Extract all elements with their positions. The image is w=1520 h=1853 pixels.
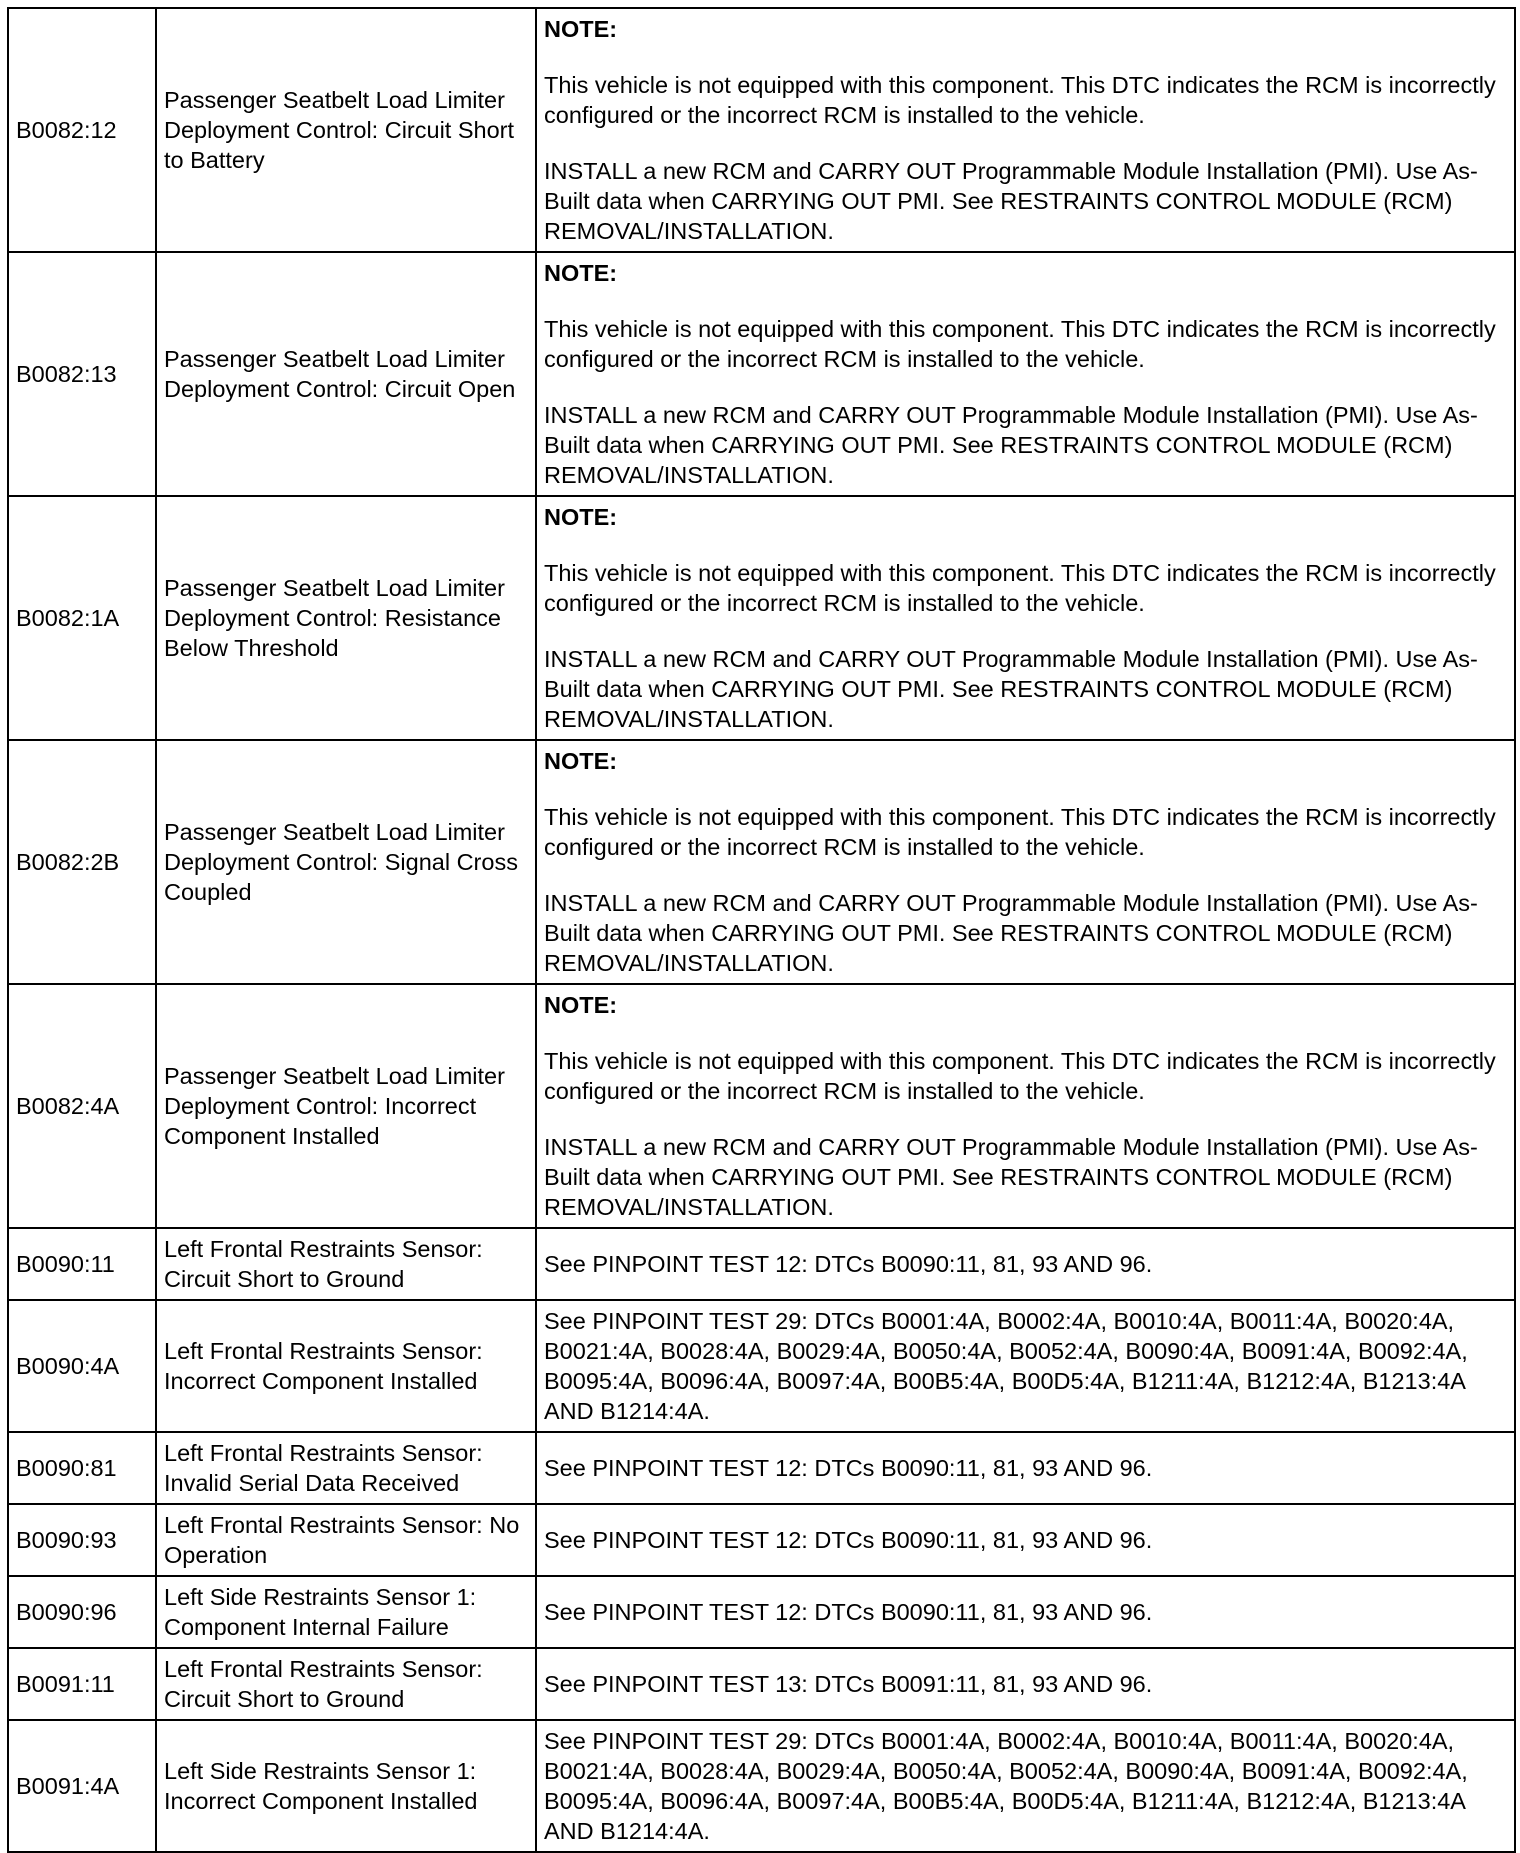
action-text: INSTALL a new RCM and CARRY OUT Programmable Module Installation (PMI). Use As-Built data when CARRYING OUT PMI. See RESTRAINTS CONTROL MODULE (RCM) REMOVAL/INSTALLATION. — [544, 890, 1478, 976]
dtc-description: Left Frontal Restraints Sensor: No Operation — [156, 1504, 536, 1576]
dtc-action — [536, 1648, 1515, 1720]
action-text: INSTALL a new RCM and CARRY OUT Programmable Module Installation (PMI). Use As-Built data when CARRYING OUT PMI. See RESTRAINTS CONTROL MODULE (RCM) REMOVAL/INSTALLATION. — [544, 1134, 1478, 1220]
note-text: This vehicle is not equipped with this component. This DTC indicates the RCM is incorrectly configured or the incorrect RCM is installed to the vehicle. — [544, 72, 1496, 128]
dtc-description: Left Side Restraints Sensor 1: Incorrect Component Installed — [156, 1720, 536, 1852]
note-text: This vehicle is not equipped with this component. This DTC indicates the RCM is incorrectly configured or the incorrect RCM is installed to the vehicle. — [544, 560, 1496, 616]
dtc-action — [536, 8, 1515, 252]
action-text: See PINPOINT TEST 29: DTCs B0001:4A, B0002:4A, B0010:4A, B0011:4A, B0020:4A, B0021:4A, B0028:4A, B0029:4A, B0050:4A, B0052:4A, B0090:4A, B0091:4A, B0092:4A, B0095:4A, B0096:4A, B0097:4A, B00B5:4A, B00D5:4A, B1211:4A, B1212:4A, B1213:4A AND B1214:4A. — [544, 1308, 1468, 1424]
dtc-action — [536, 252, 1515, 496]
dtc-action — [536, 984, 1515, 1228]
dtc-description: Left Frontal Restraints Sensor: Circuit Short to Ground — [156, 1228, 536, 1300]
note-label: NOTE: — [544, 748, 618, 774]
table-row — [8, 1228, 1515, 1300]
dtc-code: B0091:4A — [8, 1720, 156, 1852]
table-row — [8, 1648, 1515, 1720]
dtc-description: Left Frontal Restraints Sensor: Incorrect Component Installed — [156, 1300, 536, 1432]
table-row — [8, 252, 1515, 496]
note-text: This vehicle is not equipped with this component. This DTC indicates the RCM is incorrectly configured or the incorrect RCM is installed to the vehicle. — [544, 316, 1496, 372]
table-row — [8, 1576, 1515, 1648]
dtc-code: B0082:13 — [8, 252, 156, 496]
dtc-description: Passenger Seatbelt Load Limiter Deployment Control: Circuit Open — [156, 252, 536, 496]
dtc-action — [536, 1432, 1515, 1504]
action-text: See PINPOINT TEST 29: DTCs B0001:4A, B0002:4A, B0010:4A, B0011:4A, B0020:4A, B0021:4A, B0028:4A, B0029:4A, B0050:4A, B0052:4A, B0090:4A, B0091:4A, B0092:4A, B0095:4A, B0096:4A, B0097:4A, B00B5:4A, B00D5:4A, B1211:4A, B1212:4A, B1213:4A AND B1214:4A. — [544, 1728, 1468, 1844]
action-text: INSTALL a new RCM and CARRY OUT Programmable Module Installation (PMI). Use As-Built data when CARRYING OUT PMI. See RESTRAINTS CONTROL MODULE (RCM) REMOVAL/INSTALLATION. — [544, 158, 1478, 244]
dtc-action — [536, 1504, 1515, 1576]
action-text: See PINPOINT TEST 12: DTCs B0090:11, 81, 93 AND 96. — [544, 1527, 1153, 1553]
dtc-action — [536, 740, 1515, 984]
dtc-description: Passenger Seatbelt Load Limiter Deployment Control: Signal Cross Coupled — [156, 740, 536, 984]
dtc-code: B0082:4A — [8, 984, 156, 1228]
table-row — [8, 1720, 1515, 1852]
dtc-action — [536, 1300, 1515, 1432]
dtc-description: Left Frontal Restraints Sensor: Circuit Short to Ground — [156, 1648, 536, 1720]
note-text: This vehicle is not equipped with this component. This DTC indicates the RCM is incorrectly configured or the incorrect RCM is installed to the vehicle. — [544, 1048, 1496, 1104]
note-label: NOTE: — [544, 260, 618, 286]
table-row — [8, 1300, 1515, 1432]
dtc-action — [536, 1228, 1515, 1300]
dtc-action — [536, 1576, 1515, 1648]
dtc-description: Passenger Seatbelt Load Limiter Deployment Control: Circuit Short to Battery — [156, 8, 536, 252]
dtc-code: B0090:81 — [8, 1432, 156, 1504]
table-row — [8, 984, 1515, 1228]
table-row — [8, 8, 1515, 252]
table-row — [8, 1432, 1515, 1504]
action-text: See PINPOINT TEST 12: DTCs B0090:11, 81, 93 AND 96. — [544, 1599, 1153, 1625]
note-text: This vehicle is not equipped with this component. This DTC indicates the RCM is incorrectly configured or the incorrect RCM is installed to the vehicle. — [544, 804, 1496, 860]
dtc-description: Left Frontal Restraints Sensor: Invalid Serial Data Received — [156, 1432, 536, 1504]
note-label: NOTE: — [544, 16, 618, 42]
dtc-code: B0090:4A — [8, 1300, 156, 1432]
action-text: INSTALL a new RCM and CARRY OUT Programmable Module Installation (PMI). Use As-Built data when CARRYING OUT PMI. See RESTRAINTS CONTROL MODULE (RCM) REMOVAL/INSTALLATION. — [544, 402, 1478, 488]
dtc-table — [7, 7, 1516, 1853]
dtc-description: Passenger Seatbelt Load Limiter Deployment Control: Resistance Below Threshold — [156, 496, 536, 740]
dtc-code: B0082:12 — [8, 8, 156, 252]
action-text: INSTALL a new RCM and CARRY OUT Programmable Module Installation (PMI). Use As-Built data when CARRYING OUT PMI. See RESTRAINTS CONTROL MODULE (RCM) REMOVAL/INSTALLATION. — [544, 646, 1478, 732]
action-text: See PINPOINT TEST 12: DTCs B0090:11, 81, 93 AND 96. — [544, 1455, 1153, 1481]
dtc-code: B0082:2B — [8, 740, 156, 984]
dtc-code: B0090:11 — [8, 1228, 156, 1300]
dtc-code: B0082:1A — [8, 496, 156, 740]
note-label: NOTE: — [544, 992, 618, 1018]
dtc-description: Left Side Restraints Sensor 1: Component Internal Failure — [156, 1576, 536, 1648]
dtc-action — [536, 1720, 1515, 1852]
dtc-code: B0090:93 — [8, 1504, 156, 1576]
dtc-code: B0091:11 — [8, 1648, 156, 1720]
table-row — [8, 740, 1515, 984]
action-text: See PINPOINT TEST 12: DTCs B0090:11, 81, 93 AND 96. — [544, 1251, 1153, 1277]
action-text: See PINPOINT TEST 13: DTCs B0091:11, 81, 93 AND 96. — [544, 1671, 1153, 1697]
note-label: NOTE: — [544, 504, 618, 530]
dtc-action — [536, 496, 1515, 740]
table-row — [8, 496, 1515, 740]
dtc-code: B0090:96 — [8, 1576, 156, 1648]
dtc-description: Passenger Seatbelt Load Limiter Deployment Control: Incorrect Component Installed — [156, 984, 536, 1228]
table-row — [8, 1504, 1515, 1576]
